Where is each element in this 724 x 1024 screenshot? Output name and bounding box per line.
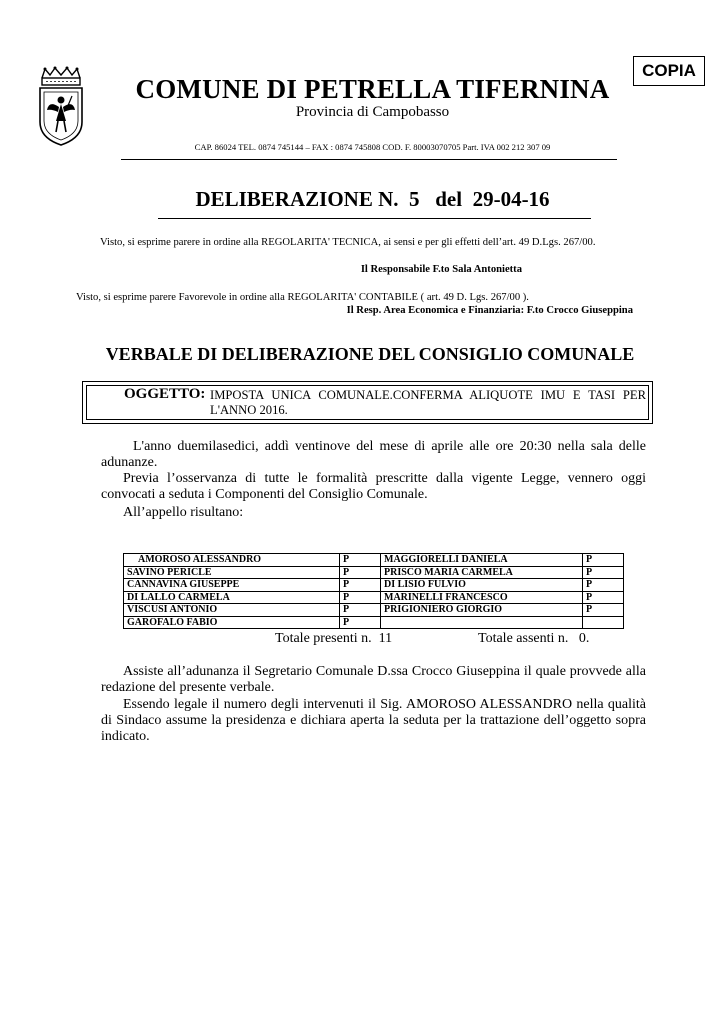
councillor-name: GAROFALO FABIO bbox=[124, 616, 340, 629]
attendance-mark: P bbox=[583, 566, 624, 579]
attendance-mark: P bbox=[583, 579, 624, 592]
attendance-mark: P bbox=[340, 554, 381, 567]
contact-details: CAP. 86024 TEL. 0874 745144 – FAX : 0874 745808 COD. F. 80003070705 Part. IVA 002 212 307 09 bbox=[194, 142, 551, 152]
deliberation-divider bbox=[158, 218, 591, 219]
attendance-mark: P bbox=[340, 579, 381, 592]
attendance-mark bbox=[583, 616, 624, 629]
province-name: Provincia di Campobasso bbox=[295, 104, 450, 120]
attendance-mark: P bbox=[583, 591, 624, 604]
councillor-name: MAGGIORELLI DANIELA bbox=[381, 554, 583, 567]
attendance-mark: P bbox=[340, 604, 381, 617]
attendance-mark: P bbox=[583, 554, 624, 567]
councillor-name: AMOROSO ALESSANDRO bbox=[124, 554, 340, 567]
table-row bbox=[124, 616, 624, 629]
councillor-name: DI LISIO FULVIO bbox=[381, 579, 583, 592]
councillor-name: PRISCO MARIA CARMELA bbox=[381, 566, 583, 579]
present-total: Totale presenti n. 11 bbox=[275, 631, 393, 646]
accounting-signer: Il Resp. Area Economica e Finanziaria: F.to Crocco Giuseppina bbox=[346, 305, 633, 316]
councillor-name: DI LALLO CARMELA bbox=[124, 591, 340, 604]
councillor-name: CANNAVINA GIUSEPPE bbox=[124, 579, 340, 592]
attendance-mark: P bbox=[340, 591, 381, 604]
copy-stamp: COPIA bbox=[633, 56, 705, 86]
attendance-mark: P bbox=[340, 566, 381, 579]
table-row bbox=[124, 566, 624, 579]
attendance-mark: P bbox=[583, 604, 624, 617]
presidency-paragraph: Essendo legale il numero degli intervenuti il Sig. AMOROSO ALESSANDRO nella qualità di Sindaco assume la presidenza e dichiara aperta la seduta per la trattazione dell’oggetto sopra indicato. bbox=[101, 697, 646, 744]
councillor-name bbox=[381, 616, 583, 629]
session-date-paragraph: L'anno duemilasedici, addì ventinove del mese di aprile alle ore 20:30 nella sala delle adunanze. bbox=[101, 439, 646, 470]
convocation-paragraph: Previa l’osservanza di tutte le formalità prescritte dalla vigente Legge, vennero oggi convocati a seduta i Componenti del Consiglio Comunale. bbox=[101, 471, 646, 502]
table-row bbox=[124, 591, 624, 604]
attendance-mark: P bbox=[340, 616, 381, 629]
header-divider bbox=[121, 159, 617, 160]
technical-opinion: Visto, si esprime parere in ordine alla REGOLARITA' TECNICA, ai sensi e per gli effetti dell’art. 49 D.Lgs. 267/00. bbox=[100, 237, 596, 248]
subject-text-line-2: L'ANNO 2016. bbox=[210, 403, 288, 417]
table-row bbox=[124, 554, 624, 567]
technical-signer: Il Responsabile F.to Sala Antonietta bbox=[360, 264, 522, 275]
councillor-name: SAVINO PERICLE bbox=[124, 566, 340, 579]
councillor-name: VISCUSI ANTONIO bbox=[124, 604, 340, 617]
subject-text-line-1: IMPOSTA UNICA COMUNALE.CONFERMA ALIQUOTE IMU E TASI PER bbox=[210, 388, 646, 402]
councillor-name: MARINELLI FRANCESCO bbox=[381, 591, 583, 604]
roll-call-intro: All’appello risultano: bbox=[123, 505, 244, 520]
secretary-paragraph: Assiste all’adunanza il Segretario Comunale D.ssa Crocco Giuseppina il quale provvede alla redazione del presente verbale. bbox=[101, 664, 646, 695]
attendance-table bbox=[123, 553, 624, 629]
subject-label: OGGETTO: bbox=[124, 386, 206, 402]
coat-of-arms-icon bbox=[36, 66, 86, 148]
municipality-name: COMUNE DI PETRELLA TIFERNINA bbox=[135, 74, 610, 104]
absent-total: Totale assenti n. 0. bbox=[478, 631, 590, 646]
table-row bbox=[124, 604, 624, 617]
councillor-name: PRIGIONIERO GIORGIO bbox=[381, 604, 583, 617]
table-row bbox=[124, 579, 624, 592]
verbale-title: VERBALE DI DELIBERAZIONE DEL CONSIGLIO COMUNALE bbox=[105, 344, 635, 364]
accounting-opinion: Visto, si esprime parere Favorevole in ordine alla REGOLARITA' CONTABILE ( art. 49 D. Lgs. 267/00 ). bbox=[76, 292, 529, 303]
deliberation-title: DELIBERAZIONE N. 5 del 29-04-16 bbox=[195, 187, 550, 211]
